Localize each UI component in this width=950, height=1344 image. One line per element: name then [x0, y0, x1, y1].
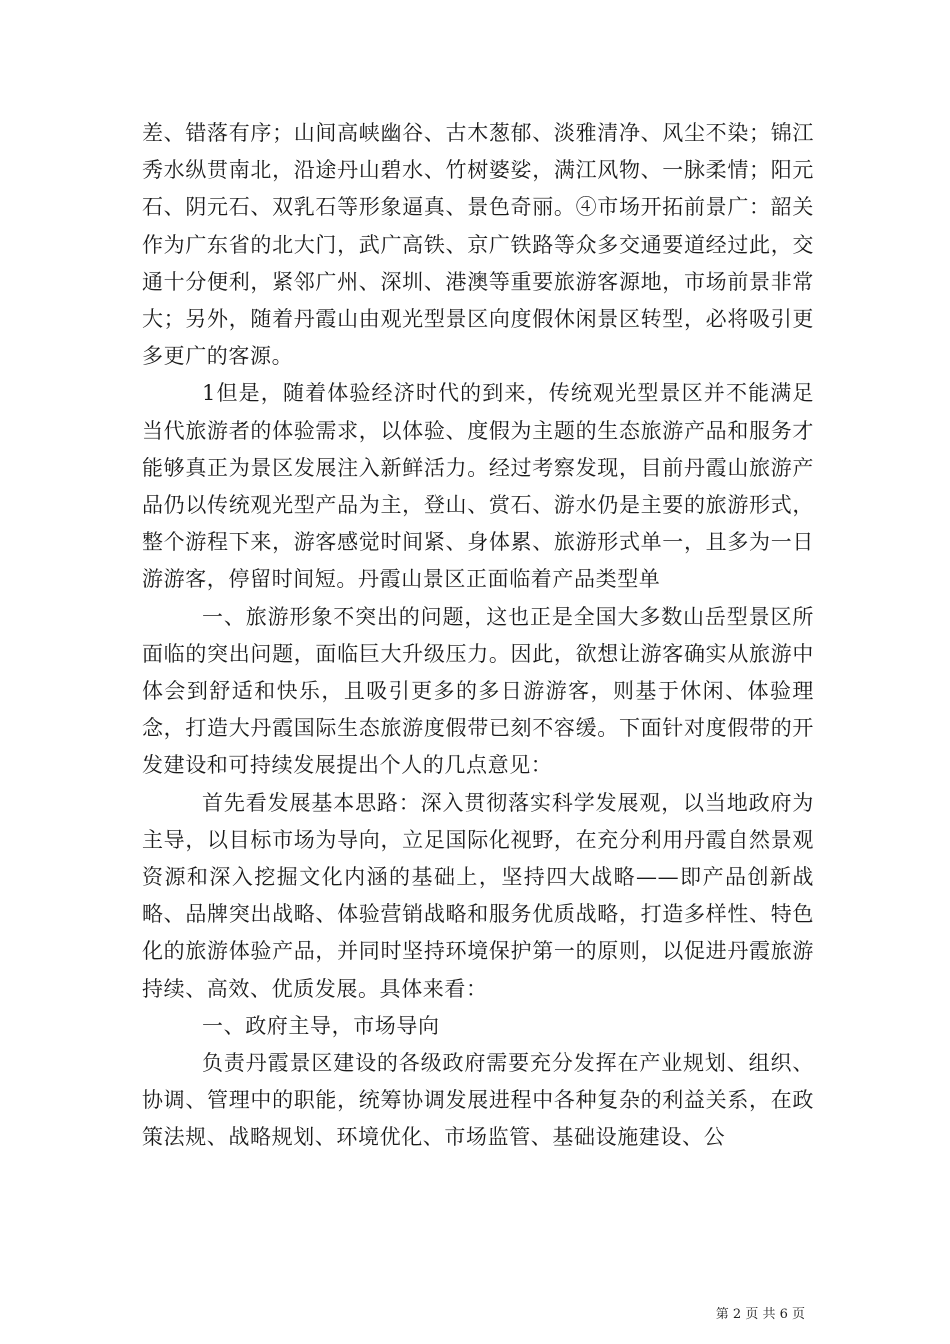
paragraph-experience-economy: 1但是，随着体验经济时代的到来，传统观光型景区并不能满足当代旅游者的体验需求，以体验、度假为主题的生态旅游产品和服务才能够真正为景区发展注入新鲜活力。经过考察发现，目前丹霞山旅游产品仍以传统观光型产品为主，登山、赏石、游水仍是主要的旅游形式，整个游程下来，游客感觉时间紧、身体累、旅游形式单一，且多为一日游游客，停留时间短。丹霞山景区正面临着产品类型单 — [142, 381, 814, 592]
section-heading-government-led: 一、政府主导，市场导向 — [202, 1013, 440, 1038]
page-number-footer: 第 2 页 共 6 页 — [715, 1307, 805, 1322]
paragraph-government-role: 负责丹霞景区建设的各级政府需要充分发挥在产业规划、组织、协调、管理中的职能，统筹协调发展进程中各种复杂的利益关系，在政策法规、战略规划、环境优化、市场监管、基础设施建设、公 — [142, 1051, 814, 1150]
document-body — [142, 115, 814, 1157]
paragraph-development-approach: 首先看发展基本思路：深入贯彻落实科学发展观，以当地政府为主导，以目标市场为导向，立足国际化视野，在充分利用丹霞自然景观资源和深入挖掘文化内涵的基础上，坚持四大战略——即产品创新战略、品牌突出战略、体验营销战略和服务优质战略，打造多样性、特色化的旅游体验产品，并同时坚持环境保护第一的原则，以促进丹霞旅游持续、高效、优质发展。具体来看： — [142, 790, 814, 1001]
paragraph-scenery-and-market: 差、错落有序；山间高峡幽谷、古木葱郁、淡雅清净、风尘不染；锦江秀水纵贯南北，沿途丹山碧水、竹树婆娑，满江风物、一脉柔情；阳元石、阴元石、双乳石等形象逼真、景色奇丽。④市场开拓前景广：韶关作为广东省的北大门，武广高铁、京广铁路等众多交通要道经过此，交通十分便利，紧邻广州、深圳、港澳等重要旅游客源地，市场前景非常大；另外，随着丹霞山由观光型景区向度假休闲景区转型，必将吸引更多更广的客源。 — [142, 121, 814, 369]
paragraph-tourism-image: 一、旅游形象不突出的问题，这也正是全国大多数山岳型景区所面临的突出问题，面临巨大升级压力。因此，欲想让游客确实从旅游中体会到舒适和快乐，且吸引更多的多日游游客，则基于休闲、体验理念，打造大丹霞国际生态旅游度假带已刻不容缓。下面针对度假带的开发建设和可持续发展提出个人的几点意见： — [142, 604, 814, 778]
